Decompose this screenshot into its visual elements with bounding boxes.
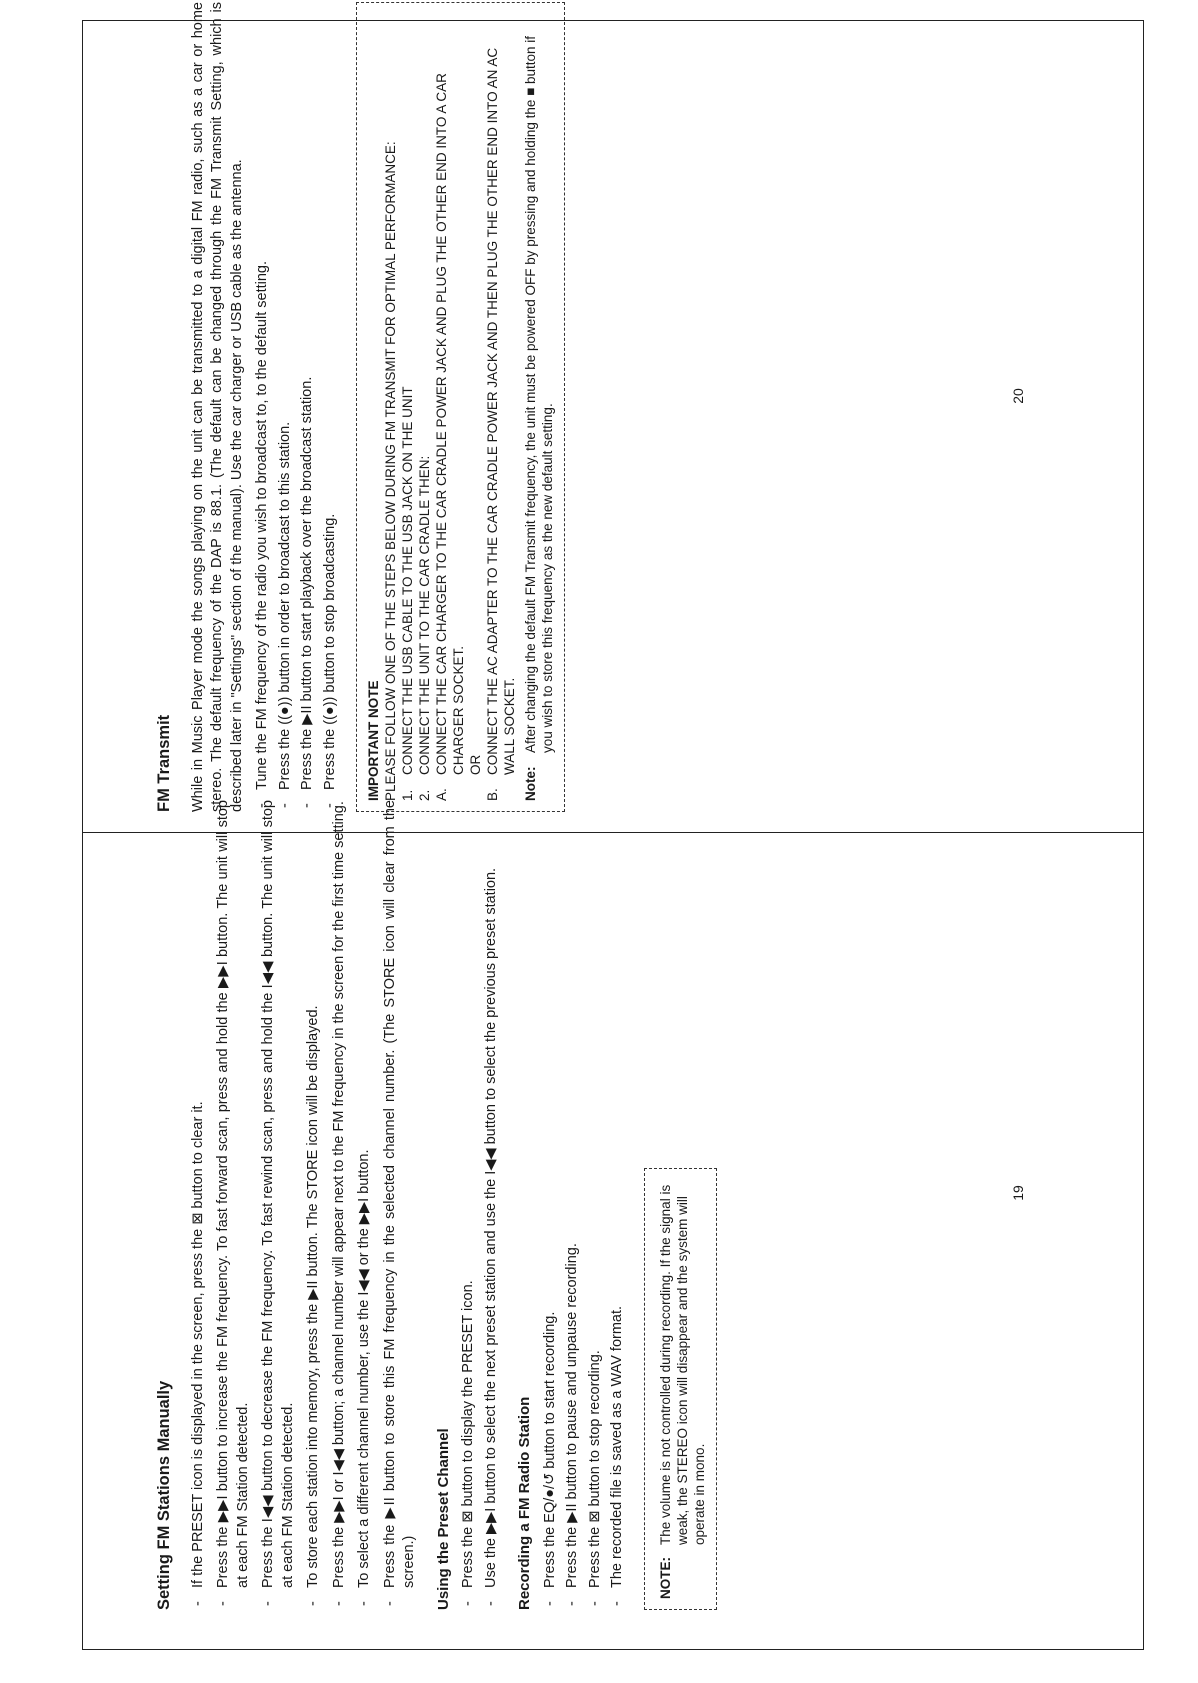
list-item: - Press the ▶▶I or I◀◀ button; a channel number will appear next to the FM frequency in the screen for the first time setting. [330,800,350,1610]
important-note-lead: PLEASE FOLLOW ONE OF THE STEPS BELOW DURING FM TRANSMIT FOR OPTIMAL PERFORMANCE: [383,141,398,801]
step-key: 2. [417,789,432,801]
important-note-heading: IMPORTANT NOTE [366,680,381,801]
list-item: - Press the ((●)) button in order to broadcast to this station. [276,2,296,812]
recording-note [657,1179,708,1599]
note-text: The volume is not controlled during recording. If the signal is weak, the STEREO icon will disappear and the system will operate in mono. [657,1184,707,1545]
page-19 [155,800,717,1610]
list-item: - Press the ▶II button to pause and unpause recording. [563,800,583,1610]
list-item: - Press the EQ/●/↺ button to start recording. [541,800,561,1610]
important-step [416,13,433,801]
step-key [467,775,484,801]
list-item: - Press the ▶▶I button to increase the FM frequency. To fast forward scan, press and hold the ▶▶I button. The unit will stop at each FM Station detected. [214,800,253,1610]
recording-heading: Recording a FM Radio Station [516,1396,533,1610]
list-item: - Tune the FM frequency of the radio you wish to broadcast to, to the default setting. [253,2,273,812]
manual-steps [189,800,420,1610]
list-item: - Press the ((●)) button to stop broadcasting. [321,2,341,812]
recording-steps [541,800,628,1610]
list-item: - Press the ▶II button to store this FM frequency in the selected channel number. (The STORE icon will clear from the screen.) [381,800,420,1610]
list-item: - To select a different channel number, use the I◀◀ or the ▶▶I button. [355,800,375,1610]
preset-heading: Using the Preset Channel [434,1428,452,1610]
step-key: B. [485,788,500,801]
list-item: - The recorded file is saved as a WAV format. [608,800,628,1610]
step-text: CONNECT THE CAR CHARGER TO THE CAR CRADLE POWER JACK AND PLUG THE OTHER END INTO A CAR CHARGER SOCKET. [434,73,466,775]
fm-transmit-heading: FM Transmit [155,714,173,812]
list-item: - Press the ⊠ button to display the PRESET icon. [459,800,479,1610]
step-text: OR [468,754,483,775]
list-item: - To store each station into memory, press the ▶II button. The STORE icon will be displayed. [304,800,324,1610]
list-item: - Press the ▶II button to start playback over the broadcast station. [298,2,318,812]
note-label: Note: [523,766,538,801]
preset-steps [459,800,501,1610]
list-item: - If the PRESET icon is displayed in the screen, press the ⊠ button to clear it. [189,800,209,1610]
list-item: - Press the I◀◀ button to decrease the FM frequency. To fast rewind scan, press and hold the I◀◀ button. The unit will stop at each FM Station detected. [259,800,298,1610]
step-key: A. [434,788,449,801]
important-note-box [356,2,565,812]
page-number-19: 19 [1009,1185,1026,1201]
important-step [433,13,467,801]
page-20 [155,2,565,812]
step-text: CONNECT THE AC ADAPTER TO THE CAR CRADLE POWER JACK AND THEN PLUG THE OTHER END INTO AN AC WALL SOCKET. [485,47,517,775]
list-item: - Use the ▶▶I button to select the next preset station and use the I◀◀ button to select the previous preset station. [482,800,502,1610]
recording-note-box [644,1168,717,1610]
setting-fm-heading: Setting FM Stations Manually [155,1380,173,1610]
note-label: NOTE: [657,1557,673,1599]
fm-transmit-intro: While in Music Player mode the songs playing on the unit can be transmitted to a digital FM radio, such as a car or home stereo. The default frequency of the DAP is 88.1. (The default can be changed through the FM Transmit Setting, which is described later in "Settings" section of the manual). Use the car charger or USB cable as the antenna. [189,2,245,812]
step-text: CONNECT THE USB CABLE TO THE USB JACK ON THE UNIT [400,386,415,775]
fm-transmit-steps [253,2,340,812]
list-item: - Press the ⊠ button to stop recording. [586,800,606,1610]
important-note-footer [522,13,556,801]
page-number-20: 20 [1009,388,1026,404]
important-step [467,13,484,801]
step-text: CONNECT THE UNIT TO THE CAR CRADLE THEN: [417,455,432,775]
important-step [399,13,416,801]
important-step [484,13,518,801]
note-text: After changing the default FM Transmit frequency, the unit must be powered OFF by pressing and holding the ■ button if you wish to store this frequency as the new default setting. [523,35,555,753]
step-key: 1. [400,789,415,801]
